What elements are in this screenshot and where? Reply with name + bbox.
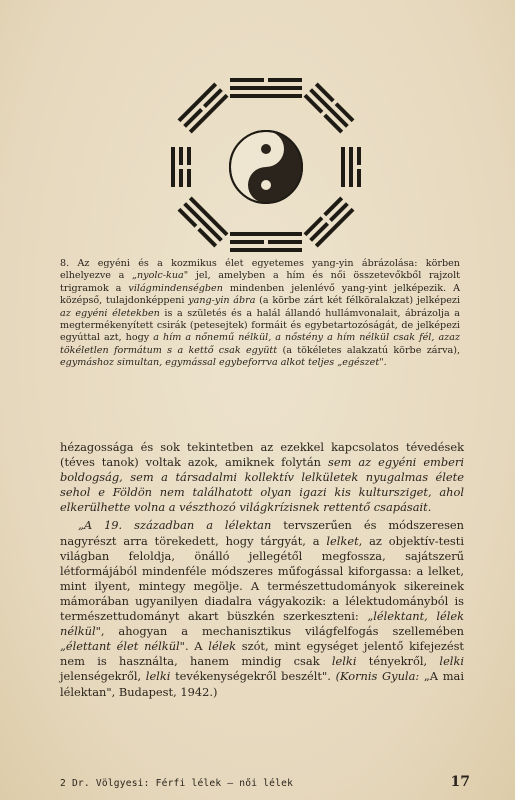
trigram-top xyxy=(230,78,302,98)
yin-yang-icon xyxy=(230,131,302,203)
caption-text: is a születés és a halál állandó hullámvonalait, ábrázolja a megtermékenyített csirák (petesejtek) formáit és egybetartozóságát, de jelképezi egyúttal azt, hogy xyxy=(60,307,460,344)
body-emphasis: „A 19. században a lélektan xyxy=(78,518,272,533)
trigram-bottom xyxy=(230,232,302,252)
trigram-top-right xyxy=(304,83,355,134)
body-text: tervszerűen és módszeresen nagyrészt arra törekedett, hogy tárgyát, a xyxy=(60,518,465,548)
trigram-left xyxy=(171,147,191,187)
body-text: . A xyxy=(184,639,209,654)
paragraph xyxy=(60,440,464,515)
body-emphasis: sem az egyéni emberi boldogság, sem a társadalmi kollektív lelkületek nyugalmas élete sehol e Földön nem találhatott olyan igazi kis kultursziget, ahol elkerülhette volna a vészthozó világkrízisnek rettentő csapásait xyxy=(60,455,464,515)
caption-emphasis: yang-yin ábra xyxy=(188,295,256,307)
body-text: hézagossága és sok tekintetben az ezekkel kapcsolatos tévedések (téves tanok) voltak azok, amiknek folytán xyxy=(60,440,464,470)
trigram-right xyxy=(341,147,361,187)
body-emphasis: lelki xyxy=(439,654,464,669)
body-text: . xyxy=(427,500,432,515)
caption-text: . xyxy=(383,357,387,369)
body-emphasis: lelki xyxy=(331,654,357,669)
bagua-yin-yang-icon xyxy=(167,70,365,260)
caption-text: (a körbe zárt két félköralakzat) jelképezi xyxy=(255,295,461,307)
caption-emphasis: világmindenségben xyxy=(128,282,223,294)
caption-text: mindenben jelenlévő yang-yint jelképezik. A középső, tulajdonképpeni xyxy=(60,282,461,307)
caption-text: (a tökéletes alakzatú körbe zárva), xyxy=(277,344,460,356)
caption-emphasis: egymáshoz simultan, egymással egybeforrva alkot teljes „egészet" xyxy=(60,357,384,369)
caption-emphasis: „nyolc-kua" xyxy=(132,270,189,282)
caption-text: jel, amelyben a hím és női összetevőkből rajzolt trigramok a xyxy=(60,270,460,294)
trigram-bottom-right xyxy=(304,197,355,248)
body-emphasis: lélek xyxy=(208,639,236,654)
body-emphasis: „élettant élet nélkül" xyxy=(60,639,185,654)
body-text: tényekről, xyxy=(356,654,440,669)
body-emphasis: lelki xyxy=(145,669,171,684)
trigram-top-left xyxy=(178,83,229,134)
body-text: , ahogyan a mechanisztikus világfelfogás szellemében xyxy=(100,624,464,639)
signature-line: 2 Dr. Völgyesi: Férfi lélek — női lélek xyxy=(60,778,294,789)
citation-author: (Kornis Gyula: xyxy=(335,669,420,684)
page-footer xyxy=(60,774,470,796)
body-text: , az objektív-testi világban feloldja, önálló jellegétől megfossza, sajátszerű létformájából mindenféle módszeres műfogással kiforgassa: a lelket, mint ilyent, mintegy megölje. A természettudományok sikereinek mámorában ugyanilyen diadalra vágyakozik: a lélektudományból is természettudományt akart büszkén szerkeszteni: xyxy=(60,533,464,624)
quote-paragraph xyxy=(60,518,464,699)
citation-title: „A mai lélektan", Budapest, 1942.) xyxy=(60,669,464,699)
body-text: tevékenységekről beszélt". xyxy=(170,669,336,684)
caption-text: 8. Az egyéni és a kozmikus élet egyetemes yang-yin ábrázolása: körben elhelyezve a xyxy=(60,258,460,282)
trigram-bottom-left xyxy=(178,197,229,248)
figure-caption xyxy=(60,258,460,370)
body-text: szót, mint egységet jelentő kifejezést nem is használta, hanem mindig csak xyxy=(60,639,465,669)
body-emphasis: lelket xyxy=(326,533,359,548)
caption-paragraph xyxy=(60,258,460,370)
caption-emphasis: az egyéni életekben xyxy=(60,307,160,319)
main-text xyxy=(60,440,464,700)
body-text: jelenségekről, xyxy=(60,669,146,684)
caption-emphasis: a hím a nőnemű nélkül, a nőstény a hím nélkül csak fél, azaz tökéletlen formátum s a kettő csak együtt xyxy=(60,332,460,356)
body-emphasis: „lélektant, lélek nélkül" xyxy=(60,609,465,639)
page-number: 17 xyxy=(450,774,470,790)
